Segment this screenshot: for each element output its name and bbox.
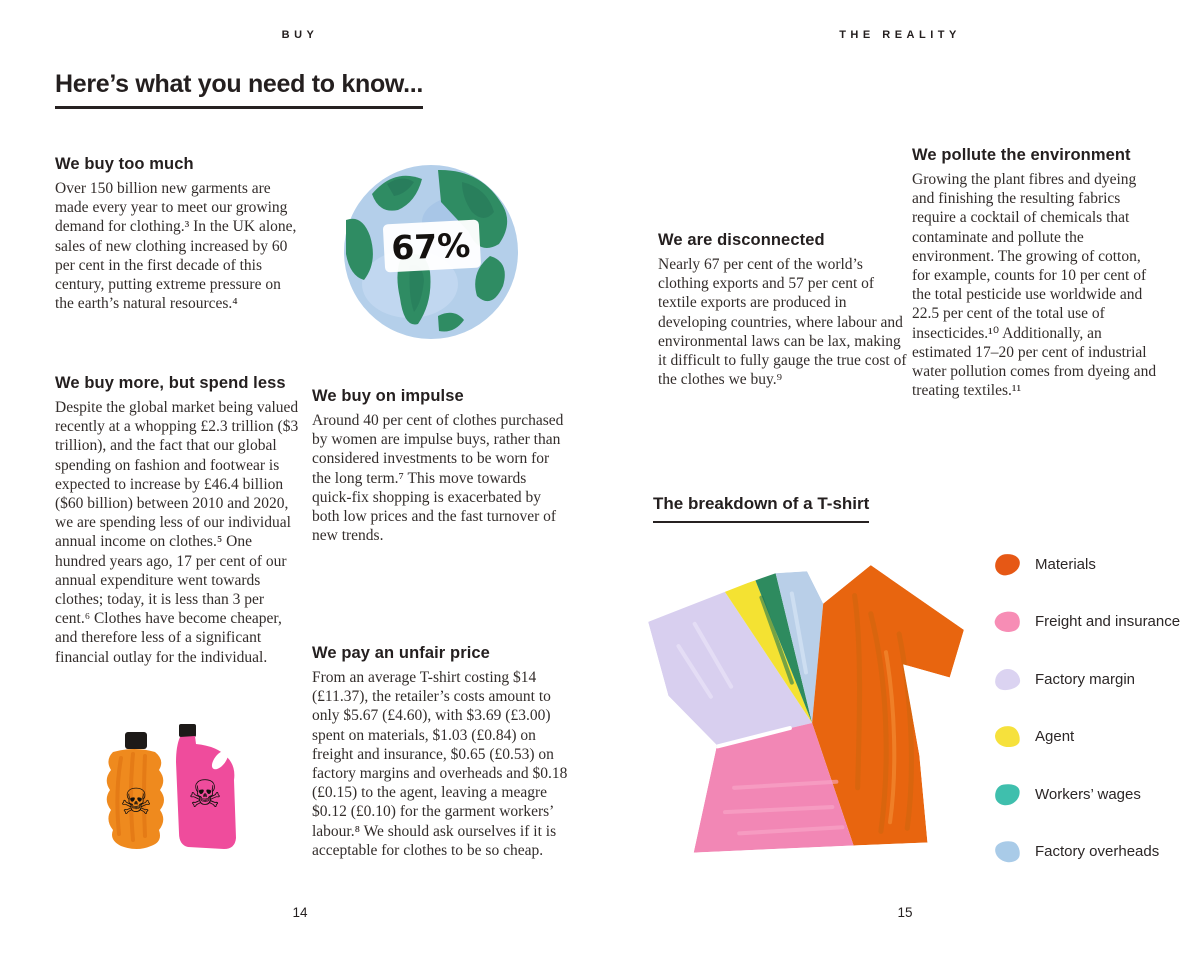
page-number-left: 14 <box>292 905 308 920</box>
section-body: Over 150 billion new garments are made every year to meet our growing demand for clothing.³ In the UK alone, sales of new clothing increased by 60 per cent in the first decade of this century, putting extreme pressure on the earth’s natural resources.⁴ <box>55 180 297 313</box>
legend-item-factory-margin <box>995 667 1185 691</box>
section-heading: We buy on impulse <box>312 387 464 405</box>
section-body: Around 40 per cent of clothes purchased by women are impulse buys, rather than considered investments to be worn for the long term.⁷ This move towards quick-fix shopping is exacerbated by both low prices and the fast turnover of new trends. <box>312 412 564 545</box>
section-body: Despite the global market being valued recently at a whopping £2.3 trillion ($3 trillion), and the fact that our global spending on fashion and footwear is expected to increase by £46.4 billion ($60 billion) between 2010 and 2020, we are spending less of our individual annual income on clothes.⁵ One hundred years ago, 17 per cent of our annual expenditure went towards clothes; today, it is less than 3 per cent.⁶ Clothes have become cheaper, and therefore less of a significant financial outlay for the individual. <box>55 399 299 666</box>
legend-item-materials <box>995 552 1185 576</box>
materials-swatch-icon <box>994 552 1022 576</box>
running-head-left: BUY <box>281 29 319 41</box>
factory-margin-swatch-icon <box>994 668 1020 691</box>
section-body: Growing the plant fibres and dyeing and finishing the resulting fabrics require a cocktail of chemicals that contaminate and pollute the environment. The growing of cotton, for example, counts for 10 per cent of the total pesticide use worldwide and 22.5 per cent of the total use of insecticides.¹⁰ Additionally, an estimated 17–20 per cent of industrial water pollution comes from dyeing and treating textiles.¹¹ <box>912 171 1157 400</box>
globe-percentage-label: 67% <box>390 225 471 268</box>
section-heading: We buy more, but spend less <box>55 374 286 392</box>
agent-swatch-icon <box>994 725 1021 748</box>
legend-label: Agent <box>1035 728 1075 745</box>
section-body: From an average T-shirt costing $14 (£11.37), the retailer’s costs amount to only $5.67 (£4.60), with $3.69 (£3.00) spent on materials, $1.03 (£0.84) on freight and insurance, $0.65 (£0.53) on factory margins and overheads and $0.18 (£0.15) to the agent, leaving a meagre $0.12 (£0.10) for the garment workers’ labour.⁸ We should ask ourselves if it is acceptable for clothes to be so cheap. <box>312 669 568 859</box>
section-heading: We pay an unfair price <box>312 644 490 662</box>
tshirt-breakdown-illustration <box>638 553 972 887</box>
tshirt-icon <box>638 553 972 887</box>
breakdown-heading: The breakdown of a T-shirt <box>653 494 869 523</box>
page-title: Here’s what you need to know... <box>55 70 423 109</box>
globe-icon <box>342 162 522 342</box>
section-we-pay-unfair-price <box>312 644 574 860</box>
legend-label: Workers’ wages <box>1035 785 1141 803</box>
section-we-buy-on-impulse <box>312 387 566 545</box>
factory-overheads-swatch-icon <box>994 839 1022 863</box>
workers-wages-swatch-icon <box>993 781 1021 806</box>
legend-item-factory-overheads <box>995 840 1185 864</box>
legend-label: Materials <box>1035 555 1096 573</box>
section-heading: We buy too much <box>55 155 194 173</box>
page-number-right: 15 <box>897 905 913 920</box>
section-heading: We are disconnected <box>658 231 825 249</box>
freight-swatch-icon <box>993 608 1022 634</box>
tshirt-legend <box>995 552 1185 897</box>
legend-item-freight <box>995 610 1185 634</box>
toxic-bottles-icon <box>95 722 245 862</box>
globe-illustration <box>342 162 522 342</box>
skull-crossbones-icon: ☠ <box>187 772 223 816</box>
section-we-buy-too-much <box>55 155 298 313</box>
skull-crossbones-icon: ☠ <box>119 782 153 823</box>
section-heading: We pollute the environment <box>912 146 1131 164</box>
legend-label: Factory overheads <box>1035 843 1160 860</box>
section-we-buy-more-spend-less <box>55 374 302 667</box>
section-we-are-disconnected <box>658 231 910 389</box>
section-we-pollute-environment <box>912 146 1159 400</box>
legend-item-agent <box>995 725 1185 749</box>
running-head-right: THE REALITY <box>839 29 961 41</box>
legend-item-workers-wages <box>995 782 1185 806</box>
legend-label: Freight and insurance <box>1035 613 1181 630</box>
legend-label: Factory margin <box>1035 670 1136 688</box>
toxic-bottles-illustration <box>95 722 245 862</box>
section-body: Nearly 67 per cent of the world’s clothing exports and 57 per cent of textile exports are produced in developing countries, where labour and environmental laws can be lax, making it difficult to fully gauge the true cost of the clothes we buy.⁹ <box>658 256 907 389</box>
